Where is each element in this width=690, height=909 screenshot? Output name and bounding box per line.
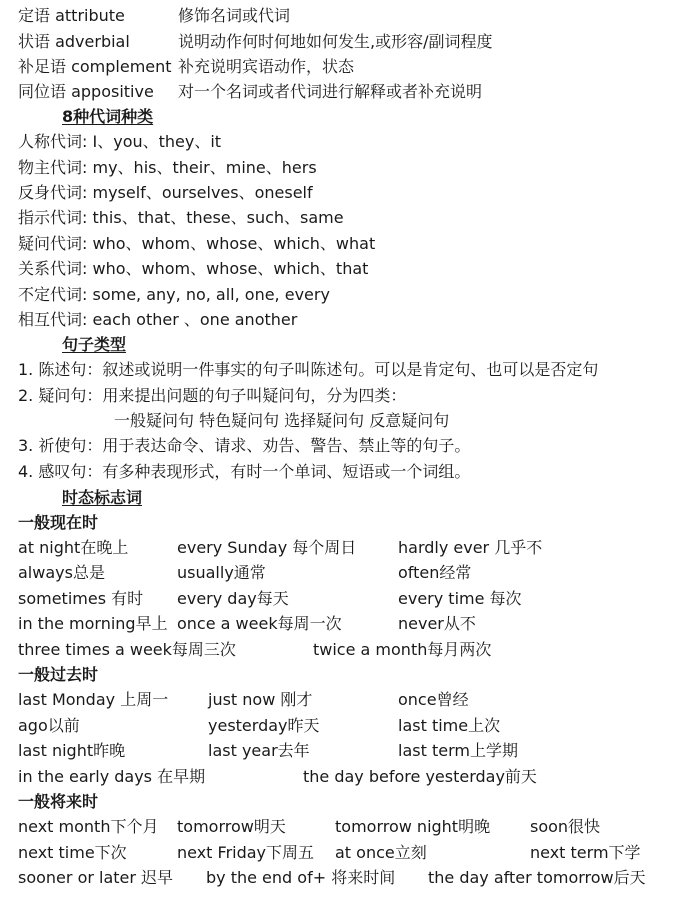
component-desc: 补充说明宾语动作，状态 bbox=[178, 57, 355, 76]
tense-word: last time上次 bbox=[398, 716, 501, 735]
sentence-item: 1. 陈述句：叙述或说明一件事实的句子叫陈述句。可以是肯定句、也可以是否定句 bbox=[18, 360, 599, 379]
tense-word: in the morning早上 bbox=[18, 614, 168, 633]
tense-word: tomorrow明天 bbox=[177, 817, 286, 836]
tense-word: never从不 bbox=[398, 614, 476, 633]
component-desc: 修饰名词或代词 bbox=[178, 6, 291, 25]
tense-word: once a week每周一次 bbox=[177, 614, 342, 633]
tense-word: usually通常 bbox=[177, 563, 266, 582]
tense-word: last term上学期 bbox=[398, 741, 518, 760]
tense-word: just now 刚才 bbox=[208, 690, 313, 709]
pronoun-section-title: 8种代词种类 bbox=[62, 107, 154, 126]
pronoun-words: myself、ourselves、oneself bbox=[92, 183, 313, 202]
pronoun-words: my、his、their、mine、hers bbox=[92, 158, 317, 177]
tense-word: soon很快 bbox=[530, 817, 601, 836]
tense-word: sometimes 有时 bbox=[18, 589, 144, 608]
pronoun-words: who、whom、whose、which、that bbox=[92, 259, 369, 278]
pronoun-label: 相互代词: bbox=[18, 310, 88, 329]
tense-word: next time下次 bbox=[18, 843, 127, 862]
component-term: 补足语 complement bbox=[18, 57, 172, 76]
tense-word: every day每天 bbox=[177, 589, 289, 608]
pronoun-label: 不定代词: bbox=[18, 285, 88, 304]
pronoun-words: some, any, no, all, one, every bbox=[92, 285, 330, 304]
sentence-item: 4. 感叹句：有多种表现形式，有时一个单词、短语或一个词组。 bbox=[18, 462, 471, 481]
pronoun-words: I、you、they、it bbox=[92, 132, 222, 151]
tense-word: last night昨晚 bbox=[18, 741, 126, 760]
component-desc: 对一个名词或者代词进行解释或者补充说明 bbox=[178, 82, 483, 101]
component-desc: 说明动作何时何地如何发生,或形容/副词程度 bbox=[178, 32, 493, 51]
present-heading: 一般现在时 bbox=[18, 513, 99, 532]
pronoun-item bbox=[18, 284, 330, 306]
component-term: 同位语 appositive bbox=[18, 82, 154, 101]
pronoun-label: 指示代词: bbox=[18, 208, 88, 227]
pronoun-words: this、that、these、such、same bbox=[92, 208, 344, 227]
tense-word: twice a month每月两次 bbox=[313, 640, 492, 659]
tense-word: three times a week每周三次 bbox=[18, 640, 236, 659]
component-term: 定语 attribute bbox=[18, 6, 125, 25]
future-heading: 一般将来时 bbox=[18, 792, 99, 811]
pronoun-item bbox=[18, 309, 297, 331]
tense-word: by the end of+ 将来时间 bbox=[206, 868, 396, 887]
tense-word: next month下个月 bbox=[18, 817, 159, 836]
pronoun-item bbox=[18, 258, 368, 280]
pronoun-label: 关系代词: bbox=[18, 259, 88, 278]
pronoun-words: who、whom、whose、which、what bbox=[92, 234, 376, 253]
pronoun-item bbox=[18, 131, 221, 153]
tense-word: at night在晚上 bbox=[18, 538, 129, 557]
tense-word: tomorrow night明晚 bbox=[335, 817, 491, 836]
pronoun-label: 物主代词: bbox=[18, 158, 88, 177]
pronoun-item bbox=[18, 233, 375, 255]
tense-word: the day after tomorrow后天 bbox=[428, 868, 646, 887]
past-heading: 一般过去时 bbox=[18, 665, 99, 684]
tense-word: once曾经 bbox=[398, 690, 469, 709]
pronoun-item bbox=[18, 207, 344, 229]
tense-word: the day before yesterday前天 bbox=[303, 767, 537, 786]
tense-word: every time 每次 bbox=[398, 589, 522, 608]
tense-word: next term下学 bbox=[530, 843, 641, 862]
pronoun-label: 人称代词: bbox=[18, 132, 88, 151]
pronoun-item bbox=[18, 182, 313, 204]
component-term: 状语 adverbial bbox=[18, 32, 130, 51]
tense-word: ago以前 bbox=[18, 716, 80, 735]
tense-word: in the early days 在早期 bbox=[18, 767, 206, 786]
tense-word: last year去年 bbox=[208, 741, 310, 760]
tense-word: often经常 bbox=[398, 563, 472, 582]
tense-word: yesterday昨天 bbox=[208, 716, 320, 735]
tense-word: next Friday下周五 bbox=[177, 843, 315, 862]
sentence-item: 2. 疑问句：用来提出问题的句子叫疑问句，分为四类： bbox=[18, 386, 407, 405]
pronoun-words: each other 、one another bbox=[92, 310, 298, 329]
tense-word: last Monday 上周一 bbox=[18, 690, 169, 709]
tense-word: always总是 bbox=[18, 563, 105, 582]
sentence-item: 3. 祈使句：用于表达命令、请求、劝告、警告、禁止等的句子。 bbox=[18, 436, 471, 455]
tense-word: every Sunday 每个周日 bbox=[177, 538, 357, 557]
tense-word: sooner or later 迟早 bbox=[18, 868, 174, 887]
tense-section-title: 时态标志词 bbox=[62, 488, 143, 507]
tense-word: hardly ever 几乎不 bbox=[398, 538, 543, 557]
tense-word: at once立刻 bbox=[335, 843, 427, 862]
pronoun-item bbox=[18, 157, 317, 179]
pronoun-label: 疑问代词: bbox=[18, 234, 88, 253]
pronoun-label: 反身代词: bbox=[18, 183, 88, 202]
question-types: 一般疑问句 特色疑问句 选择疑问句 反意疑问句 bbox=[114, 411, 450, 430]
sentence-section-title: 句子类型 bbox=[62, 335, 127, 354]
